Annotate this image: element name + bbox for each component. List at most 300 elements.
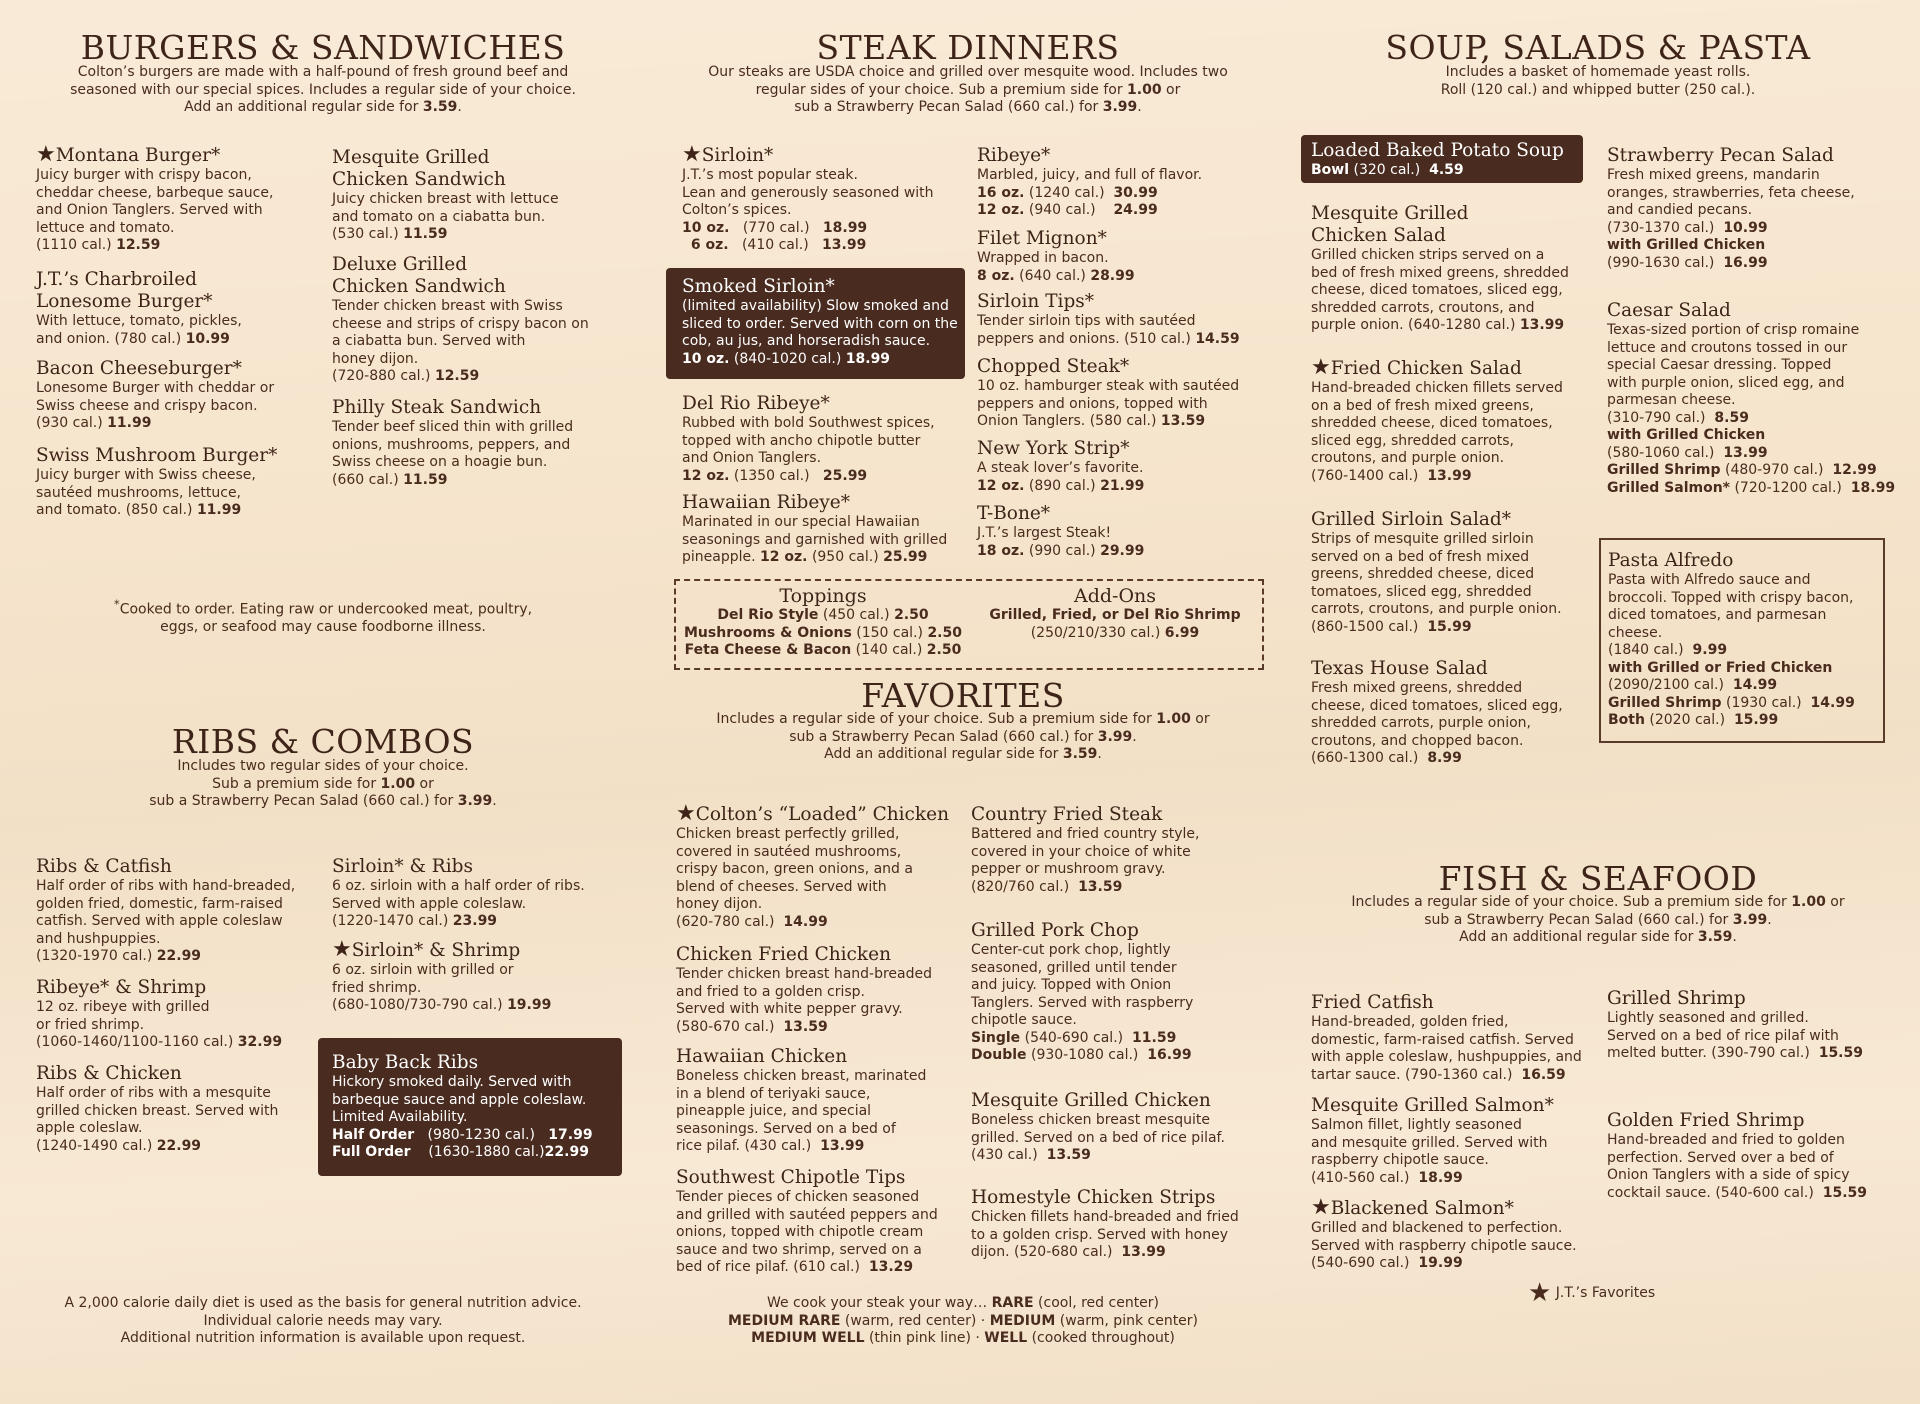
burgers-title: BURGERS & SANDWICHES <box>80 28 566 67</box>
item-name: Bacon Cheeseburger* <box>36 358 242 379</box>
doneness-medium: MEDIUM <box>989 1312 1056 1329</box>
steak-intro-text: sub a Strawberry Pecan Salad (660 cal.) for <box>794 99 1103 115</box>
item-desc: Tender pieces of chicken seasoned and grilled with sautéed peppers and onions, topped with chipotle cream sauce and two shrimp, served on a <box>676 1189 938 1258</box>
item-price-line <box>971 1244 1271 1262</box>
item-name: Baby Back Ribs <box>332 1052 479 1073</box>
item-size: 12 oz. <box>682 467 730 484</box>
item-desc: Battered and fried country style, covered in your choice of white pepper or mushroom gravy. <box>971 826 1200 877</box>
item-price-line <box>1607 1185 1907 1203</box>
featured-box-potato-soup <box>1303 137 1581 181</box>
favorites-intro-text: Add an additional regular side for <box>824 746 1063 762</box>
item-cal: (540-690 cal.) <box>1311 1255 1410 1271</box>
item-price: 10.99 <box>185 330 230 347</box>
item-price: 11.59 <box>403 226 448 242</box>
menu-item-sirloin <box>682 142 982 255</box>
item-price-line <box>1608 677 1884 695</box>
item-cal: (950 cal.) <box>811 549 879 565</box>
fish-intro <box>1300 894 1896 947</box>
ribs-intro-text: sub a Strawberry Pecan Salad (660 cal.) for <box>149 793 458 809</box>
addon-name: Grilled, Fried, or Del Rio Shrimp <box>989 607 1241 623</box>
item-desc: Tender sirloin tips with sautéed <box>977 313 1196 329</box>
item-price-line <box>971 1147 1271 1165</box>
item-cal: (580-670 cal.) <box>676 1018 775 1035</box>
item-desc: 10 oz. hamburger steak with sautéed peppers and onions, topped with <box>977 378 1240 412</box>
item-desc: Salmon fillet, lightly seasoned and mesquite grilled. Served with raspberry chipotle sauce. <box>1311 1117 1548 1168</box>
item-price-line <box>332 368 622 386</box>
star-icon: ★ <box>1311 355 1331 380</box>
doneness-well: WELL <box>984 1330 1028 1346</box>
item-cal: (660 cal.) <box>332 471 399 488</box>
item-desc: With lettuce, tomato, pickles, <box>36 313 242 329</box>
menu-item-country-fried-steak <box>971 804 1271 896</box>
item-price: 21.99 <box>1100 477 1145 494</box>
nutrition-line: A 2,000 calorie daily diet is used as the basis for general nutrition advice. <box>64 1295 582 1311</box>
fish-intro-price: 3.59 <box>1697 929 1733 945</box>
item-price-line <box>36 1034 326 1052</box>
item-name: Strawberry Pecan Salad <box>1607 145 1834 166</box>
item-price-line <box>332 1144 616 1162</box>
item-price-line <box>36 237 326 255</box>
item-cal: (2090/2100 cal.) <box>1608 677 1724 693</box>
menu-item-chopped-steak <box>977 356 1277 431</box>
item-price: 28.99 <box>1090 267 1135 284</box>
item-name: Smoked Sirloin* <box>682 276 835 297</box>
item-price-line <box>676 1138 976 1156</box>
ribs-title: RIBS & COMBOS <box>171 722 475 761</box>
menu-item-baby-back-ribs <box>332 1052 616 1162</box>
item-price-line <box>977 543 1277 561</box>
item-price-line <box>1607 462 1907 480</box>
doneness-desc: (cooked throughout) <box>1027 1330 1175 1346</box>
item-price-line <box>1311 750 1611 768</box>
star-icon: ★ <box>36 142 56 167</box>
item-cal: (1220-1470 cal.) <box>332 913 449 929</box>
item-size: 10 oz. <box>682 219 730 236</box>
item-desc: Wrapped in bacon. <box>977 250 1109 266</box>
item-name: Del Rio Ribeye* <box>682 393 830 414</box>
favorites-title: FAVORITES <box>861 676 1065 715</box>
fish-intro-text: Add an additional regular side for <box>1459 929 1698 945</box>
item-desc: Texas-sized portion of crisp romaine lettuce and croutons tossed in our special Caesar dressing. Topped with purple onion, sliced egg, and parmesan cheese. <box>1607 322 1860 408</box>
item-name: Pasta Alfredo <box>1608 550 1734 571</box>
item-desc: Strips of mesquite grilled sirloin served on a bed of fresh mixed greens, shredded cheese, diced tomatoes, sliced egg, shredded carrots, croutons, and purple onion. <box>1311 531 1562 617</box>
item-desc: Marbled, juicy, and full of flavor. <box>977 167 1203 183</box>
item-size: Half Order <box>332 1126 415 1143</box>
item-price: 24.99 <box>1113 202 1158 218</box>
item-desc: Lightly seasoned and grilled. Served on a bed of rice pilaf with <box>1607 1010 1839 1044</box>
item-price-line <box>977 478 1277 496</box>
menu-item-fried-catfish <box>1311 992 1611 1084</box>
menu-item-del-rio-ribeye <box>682 393 982 485</box>
item-price-line <box>1608 695 1884 713</box>
item-price: 12.99 <box>1832 462 1877 478</box>
item-cal: (530 cal.) <box>332 226 399 242</box>
item-price: 13.59 <box>783 1018 828 1035</box>
doneness-line <box>660 1330 1266 1348</box>
item-desc: Juicy chicken breast with lettuce and tomato on a ciabatta bun. <box>332 191 559 225</box>
item-size: Single <box>971 1029 1021 1046</box>
doneness-line <box>660 1295 1266 1313</box>
steak-intro-price: 3.99 <box>1102 99 1138 115</box>
item-title <box>1311 355 1611 380</box>
menu-item-ribs-catfish <box>36 856 326 966</box>
fish-intro-line <box>1300 894 1896 912</box>
item-desc: Half order of ribs with hand-breaded, golden fried, domestic, farm-raised catfish. Served with apple coleslaw and hushpuppies. <box>36 878 296 947</box>
item-price: 15.99 <box>1733 712 1779 728</box>
item-price: 13.59 <box>1160 413 1206 429</box>
item-size: 18 oz. <box>977 542 1025 559</box>
item-name: New York Strip* <box>977 438 1130 459</box>
ribs-intro-price: 3.99 <box>457 793 493 809</box>
item-price-line <box>977 331 1277 349</box>
item-price-line <box>332 472 622 490</box>
item-cal: (1060-1460/1100-1160 cal.) <box>36 1034 234 1050</box>
favorites-intro-text: sub a Strawberry Pecan Salad (660 cal.) for <box>789 728 1098 745</box>
menu-item-texas-house-salad <box>1311 658 1611 768</box>
item-cal: Onion Tanglers. (580 cal.) <box>977 413 1157 429</box>
doneness-desc: (thin pink line) · <box>864 1330 985 1346</box>
steak-doneness-guide <box>660 1295 1266 1348</box>
item-desc: Juicy burger with Swiss cheese, sautéed mushrooms, lettuce, <box>36 467 256 501</box>
item-name: Deluxe Grilled Chicken Sandwich <box>332 254 506 297</box>
item-cal: (1840 cal.) <box>1608 642 1684 658</box>
item-price: 18.99 <box>822 219 868 236</box>
burgers-intro-price: 3.59 <box>422 99 458 115</box>
item-cal: (410 cal.) <box>741 237 809 253</box>
item-price: 22.99 <box>544 1144 589 1160</box>
item-cal: (1240 cal.) <box>1028 184 1105 201</box>
topping-cal: (140 cal.) <box>855 642 923 658</box>
item-desc: Tender beef sliced thin with grilled onions, mushrooms, peppers, and Swiss cheese on a hoagie bun. <box>332 419 574 470</box>
item-price: 18.99 <box>1418 1169 1463 1186</box>
item-cal: (730-1370 cal.) <box>1607 219 1715 236</box>
item-cal: (930 cal.) <box>36 415 103 431</box>
item-variant: with Grilled or Fried Chicken <box>1608 659 1833 676</box>
fish-intro-suffix: . <box>1767 911 1772 928</box>
item-price: 15.99 <box>1427 618 1472 635</box>
addon-cal: (250/210/330 cal.) <box>1030 624 1161 641</box>
fish-intro-line <box>1300 912 1896 930</box>
item-cal: melted butter. (390-790 cal.) <box>1607 1045 1810 1061</box>
item-price-line <box>971 879 1271 897</box>
ribs-intro-line <box>60 793 586 811</box>
item-cal: cocktail sauce. (540-600 cal.) <box>1607 1184 1814 1201</box>
item-price: 13.59 <box>1046 1147 1091 1163</box>
item-name: Fried Catfish <box>1311 992 1434 1013</box>
item-price: 19.99 <box>507 997 552 1013</box>
item-desc: Hand-breaded chicken fillets served on a bed of fresh mixed greens, shredded cheese, diced tomatoes, sliced egg, shredded carrots, croutons, and purple onion. <box>1311 380 1563 466</box>
item-price-line <box>682 220 982 238</box>
fish-intro-price: 1.00 <box>1791 894 1826 910</box>
item-name: Sirloin* & Shrimp <box>351 940 521 961</box>
legend-text: J.T.’s Favorites <box>1555 1285 1656 1301</box>
star-icon: ★ <box>1528 1278 1552 1308</box>
item-name: Ribs & Catfish <box>36 856 172 877</box>
item-name: Colton’s “Loaded” Chicken <box>695 804 949 825</box>
item-cal: (890 cal.) <box>1028 477 1096 494</box>
item-price-line <box>682 351 962 369</box>
item-price-line <box>1607 220 1907 238</box>
featured-box-smoked-sirloin <box>668 270 963 377</box>
item-price-line <box>682 549 982 567</box>
item-desc: A steak lover’s favorite. <box>977 460 1144 476</box>
menu-item-deluxe-chicken-sandwich <box>332 254 622 386</box>
item-price-line <box>971 1030 1271 1048</box>
favorites-intro-suffix: or <box>1190 711 1210 727</box>
favorites-intro-text: Includes a regular side of your choice. Sub a premium side for <box>716 711 1157 727</box>
item-cal: (640 cal.) <box>1019 267 1086 284</box>
item-name: Texas House Salad <box>1311 658 1488 679</box>
doneness-medium-rare: MEDIUM RARE <box>727 1312 841 1329</box>
item-name: J.T.’s Charbroiled Lonesome Burger* <box>36 269 213 312</box>
item-name: Swiss Mushroom Burger* <box>36 445 278 466</box>
item-price-line <box>1311 1255 1611 1273</box>
item-name: Homestyle Chicken Strips <box>971 1187 1216 1208</box>
star-icon: ★ <box>1311 1195 1331 1220</box>
item-price: 18.99 <box>1850 479 1896 496</box>
ribs-intro-line: Includes two regular sides of your choice. <box>177 758 469 774</box>
item-price: 9.99 <box>1692 642 1728 658</box>
item-price-line <box>1311 468 1611 486</box>
item-price-line <box>1311 162 1581 180</box>
menu-item-t-bone <box>977 503 1277 560</box>
item-price-line <box>332 226 622 244</box>
item-price: 10.99 <box>1723 219 1768 236</box>
menu-item-mesquite-chicken-salad <box>1311 203 1611 335</box>
item-cal: (430 cal.) <box>971 1147 1038 1163</box>
item-desc: 12 oz. ribeye with grilled or fried shrimp. <box>36 999 210 1033</box>
item-cal: rice pilaf. (430 cal.) <box>676 1138 812 1154</box>
menu-item-smoked-sirloin <box>682 276 962 368</box>
item-cal: and onion. (780 cal.) <box>36 330 182 347</box>
burgers-intro-line: Colton’s burgers are made with a half-pound of fresh ground beef and <box>77 64 569 80</box>
item-title <box>36 142 326 167</box>
item-price-line <box>676 1259 976 1277</box>
menu-item-jt-charbroiled <box>36 269 326 348</box>
menu-item-blackened-salmon <box>1311 1195 1611 1273</box>
disclaimer-star: * <box>113 597 120 611</box>
menu-item-filet-mignon <box>977 228 1277 285</box>
nutrition-line: Additional nutrition information is available upon request. <box>120 1330 526 1346</box>
doneness-medium-well: MEDIUM WELL <box>751 1330 865 1346</box>
disclaimer-line: eggs, or seafood may cause foodborne illness. <box>160 619 486 636</box>
addon-line <box>970 625 1260 643</box>
item-price: 11.99 <box>196 502 242 518</box>
item-price-line <box>1608 642 1884 660</box>
item-price-line <box>682 468 982 486</box>
menu-item-homestyle-chicken-strips <box>971 1187 1271 1262</box>
fish-title: FISH & SEAFOOD <box>1438 859 1758 898</box>
item-price-line <box>682 237 982 255</box>
item-name: Filet Mignon* <box>977 228 1107 249</box>
item-price-line <box>977 202 1277 220</box>
favorites-intro-price: 3.99 <box>1097 728 1133 745</box>
menu-item-loaded-baked-potato-soup <box>1311 140 1581 180</box>
item-price-line <box>977 185 1277 203</box>
item-cal: (660-1300 cal.) <box>1311 750 1419 766</box>
item-price-line <box>332 913 622 931</box>
topping-line <box>676 607 970 625</box>
addons-panel <box>970 585 1260 642</box>
item-price: 15.59 <box>1822 1184 1868 1201</box>
ribs-intro-suffix: or <box>415 775 434 792</box>
item-size: Double <box>971 1047 1027 1063</box>
item-price: 14.59 <box>1195 330 1240 347</box>
menu-item-caesar-salad <box>1607 300 1907 497</box>
item-price: 18.99 <box>845 350 891 367</box>
menu-item-strawberry-pecan-salad <box>1607 145 1907 272</box>
item-variant: Grilled Salmon* <box>1607 479 1731 496</box>
item-cal: (1320-1970 cal.) <box>36 948 153 964</box>
item-name: Loaded Baked Potato Soup <box>1311 140 1564 161</box>
menu-item-mesquite-grilled-chicken <box>971 1090 1271 1165</box>
menu-item-sirloin-tips <box>977 291 1277 348</box>
favorites-intro-price: 1.00 <box>1156 711 1191 727</box>
item-cal: (990 cal.) <box>1028 542 1096 559</box>
item-name: Grilled Shrimp <box>1607 988 1746 1009</box>
item-cal: (320 cal.) <box>1353 162 1421 178</box>
item-price: 16.99 <box>1723 254 1768 271</box>
toppings-addons-box <box>674 579 1264 670</box>
item-cal: (410-560 cal.) <box>1311 1169 1410 1186</box>
topping-cal: (450 cal.) <box>822 607 890 623</box>
item-name: Grilled Sirloin Salad* <box>1311 509 1511 530</box>
ribs-intro-suffix: . <box>492 793 497 809</box>
menu-item-ribeye <box>977 145 1277 220</box>
item-cal: (1350 cal.) <box>733 467 810 484</box>
topping-price: 2.50 <box>894 607 929 623</box>
item-size: 10 oz. <box>682 350 730 367</box>
item-cal: (680-1080/730-790 cal.) <box>332 997 503 1013</box>
item-desc: J.T.’s largest Steak! <box>977 525 1112 541</box>
soup-intro-line: Includes a basket of homemade yeast rolls. <box>1445 64 1751 80</box>
burgers-intro-line: seasoned with our special spices. Includes a regular side of your choice. <box>70 81 576 98</box>
addons-title: Add-Ons <box>1073 585 1157 607</box>
menu-item-southwest-chipotle-tips <box>676 1167 976 1277</box>
menu-item-montana-burger <box>36 142 326 255</box>
menu-item-loaded-chicken <box>676 801 976 931</box>
item-name: Country Fried Steak <box>971 804 1163 825</box>
item-cal: purple onion. (640-1280 cal.) <box>1311 317 1516 333</box>
item-variant: Grilled Shrimp <box>1607 462 1721 478</box>
menu-item-swiss-mushroom-burger <box>36 445 326 520</box>
item-variant: with Grilled Chicken <box>1607 237 1766 253</box>
item-price: 13.29 <box>868 1259 914 1275</box>
item-name: Sirloin* <box>701 145 774 166</box>
item-cal: (480-970 cal.) <box>1725 462 1824 478</box>
item-price: 13.99 <box>1427 467 1472 484</box>
item-variant: with Grilled Chicken <box>1607 427 1766 443</box>
menu-item-grilled-sirloin-salad <box>1311 509 1611 636</box>
star-icon: ★ <box>682 142 702 167</box>
addon-line <box>970 607 1260 625</box>
item-cal: (1930 cal.) <box>1726 694 1802 711</box>
item-cal: (770 cal.) <box>742 219 810 236</box>
favorites-intro-suffix: . <box>1097 746 1102 762</box>
item-cal: peppers and onions. (510 cal.) <box>977 330 1191 347</box>
item-desc: Fresh mixed greens, shredded cheese, diced tomatoes, sliced egg, shredded carrots, purple onion, croutons, and chopped bacon. <box>1311 680 1563 749</box>
item-name: Blackened Salmon* <box>1330 1198 1514 1219</box>
menu-item-philly-steak <box>332 397 622 489</box>
item-price-line <box>977 413 1277 431</box>
item-price: 13.99 <box>1723 444 1768 461</box>
item-variant-label <box>1608 660 1884 678</box>
item-desc: Rubbed with bold Southwest spices, topped with ancho chipotle butter and Onion Tanglers. <box>682 415 935 466</box>
item-title <box>1311 1195 1611 1220</box>
burgers-intro-suffix: . <box>457 99 462 115</box>
item-desc: Center-cut pork chop, lightly seasoned, grilled until tender and juicy. Topped with Onion Tanglers. Served with raspberry chipotle sauce. <box>971 942 1194 1028</box>
item-desc: Marinated in our special Hawaiian seasonings and garnished with grilled <box>682 514 948 548</box>
item-name: Sirloin* & Ribs <box>332 856 473 877</box>
item-price-line <box>977 268 1277 286</box>
item-price: 12.59 <box>116 237 161 253</box>
item-price-line <box>36 1138 326 1156</box>
topping-name: Del Rio Style <box>717 607 819 623</box>
item-name: Southwest Chipotle Tips <box>676 1167 906 1188</box>
favorites-intro <box>660 711 1266 764</box>
ribs-intro-price: 1.00 <box>380 775 416 792</box>
item-desc: Pasta with Alfredo sauce and broccoli. Topped with crispy bacon, diced tomatoes, and parmesan cheese. <box>1608 572 1854 641</box>
menu-item-new-york-strip <box>977 438 1277 495</box>
item-desc: 6 oz. sirloin with a half order of ribs. Served with apple coleslaw. <box>332 878 585 912</box>
ribs-intro-text: Sub a premium side for <box>212 775 381 792</box>
topping-price: 2.50 <box>927 624 962 641</box>
raw-food-disclaimer <box>80 596 566 637</box>
favorites-legend <box>1528 1278 1655 1308</box>
item-cal: (990-1630 cal.) <box>1607 254 1715 271</box>
item-desc: Tender chicken breast with Swiss cheese and strips of crispy bacon on a ciabatta bun. Served with honey dijon. <box>332 298 589 367</box>
item-desc: Tender chicken breast hand-breaded and fried to a golden crisp. Served with white pepper gravy. <box>676 966 933 1017</box>
item-price: 14.99 <box>1810 694 1855 711</box>
ribs-intro <box>60 758 586 811</box>
doneness-desc: (warm, pink center) <box>1055 1312 1199 1329</box>
ribs-intro-line <box>60 776 586 794</box>
item-title <box>676 801 976 826</box>
toppings-panel <box>676 585 970 660</box>
burgers-intro <box>40 64 606 117</box>
item-price-line <box>1607 445 1907 463</box>
fish-intro-line <box>1300 929 1896 947</box>
item-title <box>332 937 622 962</box>
item-size: Full Order <box>332 1144 411 1160</box>
item-cal: (840-1020 cal.) <box>733 350 842 367</box>
item-name: Hawaiian Ribeye* <box>682 492 850 513</box>
item-price-line <box>1607 255 1907 273</box>
nutrition-line: Individual calorie needs may vary. <box>203 1312 443 1329</box>
doneness-text: We cook your steak your way… <box>766 1295 992 1311</box>
item-price: 13.99 <box>820 1138 865 1154</box>
fish-intro-price: 3.99 <box>1732 911 1768 928</box>
steak-intro-line: Our steaks are USDA choice and grilled over mesquite wood. Includes two <box>708 64 1228 80</box>
item-desc: Boneless chicken breast, marinated in a blend of teriyaki sauce, pineapple juice, and special seasonings. Served on a bed of <box>676 1068 927 1137</box>
topping-cal: (150 cal.) <box>856 624 923 641</box>
doneness-line <box>660 1313 1266 1331</box>
item-cal: (980-1230 cal.) <box>427 1126 535 1143</box>
menu-item-sirloin-shrimp <box>332 937 622 1015</box>
topping-name: Mushrooms & Onions <box>684 624 852 641</box>
item-cal: (760-1400 cal.) <box>1311 467 1419 484</box>
item-price-line <box>36 415 326 433</box>
steak-intro-suffix: . <box>1137 99 1142 115</box>
item-name: Chopped Steak* <box>977 356 1130 377</box>
menu-item-ribeye-shrimp <box>36 977 326 1052</box>
item-size: 8 oz. <box>977 267 1015 284</box>
item-cal: (820/760 cal.) <box>971 878 1070 895</box>
favorites-intro-suffix: . <box>1132 728 1137 745</box>
star-icon: ★ <box>332 937 352 962</box>
favorites-intro-line <box>660 711 1266 729</box>
item-price: 13.99 <box>1121 1244 1166 1260</box>
